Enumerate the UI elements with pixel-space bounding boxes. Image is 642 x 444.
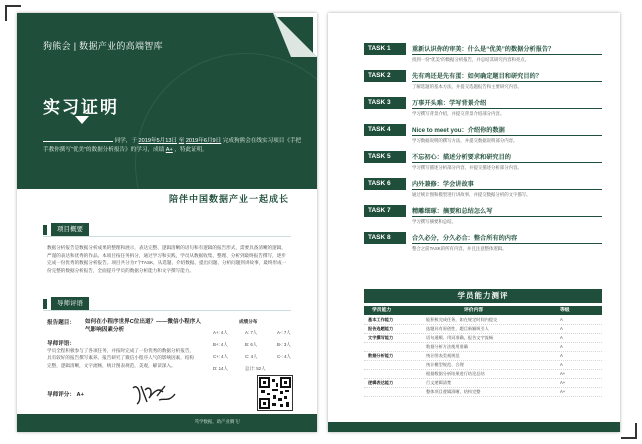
row-grade: A+ [560,380,566,385]
row-content: 统计图表美观规范 [426,353,460,358]
task-tag: TASK 3 [364,97,406,109]
row-content: 统计模型规范、合理 [426,362,464,367]
task-tag: TASK 7 [364,205,406,217]
corner-mark-bottom-right [621,423,637,439]
header-ability: 学员能力 [372,308,392,313]
task-divider [412,54,602,55]
row-category: 数据分析能力 [368,353,394,358]
table-row [364,352,602,361]
score-item: C-: 4人 [277,354,291,359]
overview-line [43,236,291,237]
cert-date-from: 2019年5月13日 [138,138,178,144]
score-item: 总计: 52人 [245,366,266,371]
table-row [364,370,602,379]
table-row [364,361,602,370]
table-row [364,316,602,325]
mentor-heading [43,297,291,311]
row-category: 基本工作能力 [368,317,394,322]
score-distribution-title: 成绩分布 [239,319,258,324]
score-item: C+: 4人 [213,354,229,359]
title-arrow-icon [75,116,89,124]
table-row [364,334,602,343]
task-title: 内外兼修：学会讲故事 [412,181,474,188]
tutor-score: A+ [76,392,84,398]
row-content: 行文逻辑清楚 [426,380,452,385]
task-item [364,43,602,69]
task-title: 重新认识你的审美：什么是“优美”的数据分析报告？ [412,46,555,53]
task-divider [412,108,602,109]
row-content: 能积极完成任务，如在规定时间内提交 [426,317,498,322]
brand-line: 狗熊会 | 数据产业的高端智库 [43,41,163,51]
task-title: 精雕细琢：摘要和总结怎么写 [412,208,493,215]
row-category: 逻辑表达能力 [368,380,394,385]
task-item [364,97,602,123]
task-divider [412,162,602,163]
name-blank [43,141,113,142]
row-content: 整体项目逻辑清晰，结构完整 [426,389,481,394]
row-grade: A+ [560,389,566,394]
task-title: 先有鸡还是先有蛋：如何确定题目和研究目的？ [412,73,542,80]
cert-mid: 至 [178,138,185,144]
overview-heading [43,223,291,237]
mentor-bar [43,299,47,309]
task-list-page [328,13,620,432]
row-category: 报告选题能力 [368,326,394,331]
row-grade: A+ [560,371,566,376]
row-content: 根据数据分析结果进行结论总结 [426,371,485,376]
row-grade: A [560,344,563,349]
score-item: B+: 4人 [213,342,228,347]
score-item: D: 14人 [213,366,228,371]
task-item [364,232,602,258]
tutor-comment-label: 导师评语： [47,341,75,347]
certificate-text [43,137,303,155]
decorative-circle [135,53,317,275]
task-divider [412,135,602,136]
signature-icon [129,380,177,408]
task-desc: 学习撰写背景介绍，并提交背景介绍部分内容。 [412,111,505,116]
row-content: 语句通顺、用词准确，报告文字流畅 [426,335,494,340]
task-desc: 整合之前TASK的所有内容，并且注意整体逻辑。 [412,246,507,251]
certificate-page [17,13,317,432]
task-item [364,70,602,96]
tutor-comment: 学员全程积极参与了各项任务，并按时完成了一份优秀的数据分析报告，具有较好的报告撰写素养。报告研究了微信小程序人气的影响因素，结构完整，逻辑清晰，文字流畅，统计图表规范，美观，解读深入。 [47,348,195,368]
task-tag: TASK 8 [364,232,406,244]
ability-table-header [364,306,602,315]
tutor-score-label: 导师评分： [47,392,75,398]
score-item: A: 7人 [245,330,258,335]
overview-label: 项目概要 [51,223,89,237]
qr-code-icon [257,375,293,411]
task-desc: 了解选题的基本方法，并提交选题报告和主要研究内容。 [412,84,522,89]
task-desc: 学习撰写摘要和总结。 [412,219,456,224]
table-row [364,379,602,388]
task-title: 万事开头难：学写背景介绍 [412,100,487,107]
row-grade: A [560,317,563,322]
task-desc: 学习撰写描述分析部分内容，并提交描述分析部分内容。 [412,165,522,170]
header-content: 评价内容 [464,308,484,313]
mentor-line [43,310,291,311]
table-row [364,388,602,397]
page-title: 实习证明 [43,98,119,117]
row-grade: A [560,335,563,340]
cert-part1: 同学，于 [114,138,137,144]
overview-text: 数据分析报告是数据分析成果的整理和展示，表达完整、逻辑清晰的语句和有逻辑的报告形式，需要具备清晰的逻辑，严谨的表达和优秀的作品。本项目按任务拆分，通过学习和实践，学员从数据收集、整理、分析到最终报告撰写，逐步完成一份优秀的数据分析报告。项目共分为7个TASK，从选题、介绍数据、提出问题、分析问题到讲故事，最终形成一份完整的数据分析报告，全面提升学员的数据分析能力和文字撰写能力。 [47,245,287,273]
table-row [364,325,602,334]
mentor-label: 导师评语 [51,297,89,311]
task-tag: TASK 4 [364,124,406,136]
cert-part3: ，特此证明。 [174,147,208,153]
row-grade: A [560,326,563,331]
task-tag: TASK 1 [364,43,406,55]
task-title: 不忘初心：描述分析要求和研究目的 [412,154,511,161]
task-divider [412,243,602,244]
cert-part2: 完成狗熊会在线实习项目《手把手教你撰写“优美”的数据分析报告》的学习，成绩 [43,138,302,153]
page-fold-icon [273,13,317,57]
score-item: A-: 7人 [277,330,291,335]
right-footer-bar [328,422,620,432]
score-item: A+: 4人 [213,330,228,335]
ability-heading: 学员能力测评 [364,289,602,303]
header-grade: 等级 [560,308,570,313]
footer-bar [17,414,317,432]
task-divider [412,189,602,190]
report-label: 报告题目： [47,320,75,326]
task-item [364,124,602,150]
task-desc: 通过统计图和模型进行讲故事，并提交数据分析的文字描写。 [412,192,531,197]
table-row [364,343,602,352]
task-title: Nice to meet you：介绍你的数据 [412,127,505,134]
row-grade: A [560,362,563,367]
report-title: 如何在小程序世界C位出道？——微信小程序人气影响因素分析 [85,319,201,333]
slogan: 陪伴中国数据产业一起成长 [168,194,289,204]
task-divider [412,81,602,82]
cert-grade: A+ [165,147,173,153]
task-tag: TASK 6 [364,178,406,190]
tutor-score-line [47,390,84,398]
hero-banner [17,13,317,201]
task-tag: TASK 5 [364,151,406,163]
task-item [364,205,602,231]
row-grade: A [560,353,563,358]
task-desc: 找到一份“优美”的数据分析报告，并总结其研究内容和亮点。 [412,57,530,62]
row-content: 选题具有原创性，题目新颖吸引人 [426,326,489,331]
task-item [364,151,602,177]
footer-text: 笃学数据，助产业腾飞！ [194,419,243,424]
task-desc: 学习数据说明的撰写方法，并提交数据说明部分内容。 [412,138,518,143]
score-item: C: 4人 [245,354,258,359]
row-category: 文字撰写能力 [368,335,394,340]
task-tag: TASK 2 [364,70,406,82]
cert-date-to: 2019年6月9日 [185,138,222,144]
slogan-strip [17,181,317,209]
score-item: B-: 3人 [277,342,291,347]
task-title: 合久必分，分久必合：整合所有的内容 [412,235,518,242]
score-item: B: 6人 [245,342,258,347]
overview-bar [43,225,47,235]
task-item [364,178,602,204]
row-content: 数据分析方法使用准确 [426,344,468,349]
task-divider [412,216,602,217]
